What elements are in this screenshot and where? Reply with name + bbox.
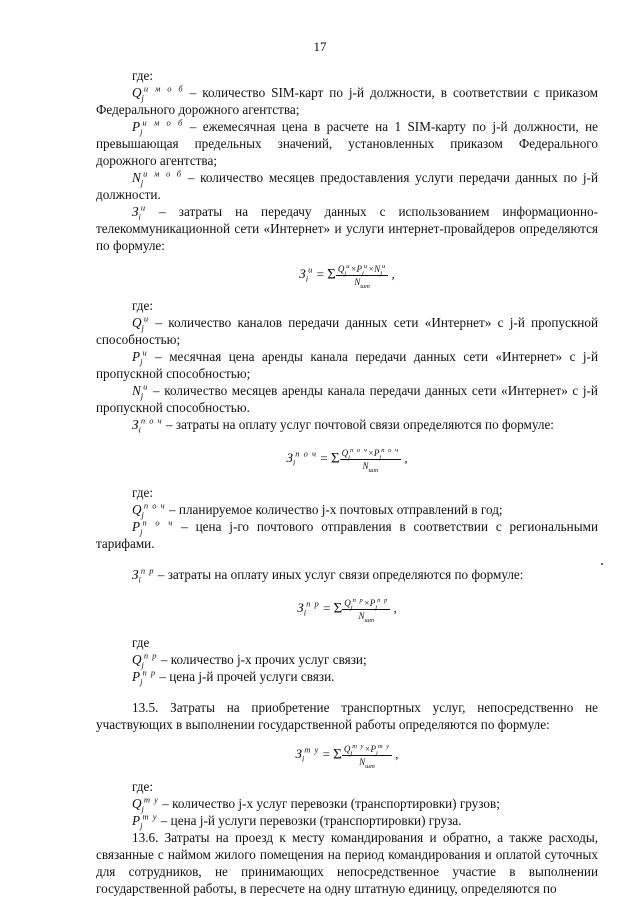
where-label: где bbox=[132, 635, 150, 650]
formula-comma: , bbox=[392, 746, 399, 762]
definition-text: – затраты на передачу данных с использованием информационно-телекоммуникационной сети «Интернет» и услуги интернет-провайдеров определяются по формуле: bbox=[96, 204, 598, 253]
travel-costs-paragraph: 13.6. Затраты на проезд к месту командирования и обратно, а также расходы, связанные с наймом жилого помещения на период командирования и оплатой суточных для сотрудников, не принимающих непосредственное участие в выполнении государственной работы, в пересчете на одну штатную единицу, определяются по bbox=[96, 830, 598, 896]
symbol-superscript: и bbox=[346, 263, 351, 270]
definition-text: – месячная цена аренды канала передачи данных сети «Интернет» с j-й пропускной способностью; bbox=[96, 349, 598, 381]
denominator-subscript: шт bbox=[365, 762, 375, 770]
symbol-subscript: j bbox=[141, 92, 144, 103]
formula-comma: , bbox=[390, 600, 397, 616]
variable-symbol bbox=[132, 517, 174, 537]
denominator-subscript: шт bbox=[368, 466, 379, 474]
symbol-base: Q bbox=[132, 315, 142, 330]
symbol-base: P bbox=[132, 349, 141, 364]
definition-q-other bbox=[96, 651, 598, 668]
denominator-subscript: шт bbox=[364, 616, 375, 624]
symbol-superscript: и м о б bbox=[143, 168, 183, 179]
symbol-subscript: j bbox=[140, 356, 143, 367]
definition-p-postal bbox=[96, 518, 598, 552]
symbol-subscript: j bbox=[350, 603, 353, 611]
variable-symbol bbox=[132, 794, 159, 814]
symbol-superscript: п о ч bbox=[349, 447, 368, 454]
where-label: где: bbox=[132, 779, 153, 794]
scan-speck bbox=[601, 563, 603, 565]
where-label: где: bbox=[132, 298, 153, 313]
symbol-superscript: т у bbox=[377, 743, 391, 750]
symbol-base: Q bbox=[344, 598, 351, 608]
symbol-base: P bbox=[356, 264, 363, 274]
formula-transport bbox=[96, 743, 598, 768]
symbol-base: P bbox=[132, 669, 141, 684]
symbol-superscript: и bbox=[363, 263, 369, 270]
symbol-superscript: п о ч bbox=[295, 449, 318, 460]
symbol-superscript: п р bbox=[142, 667, 157, 678]
symbol-subscript: i bbox=[301, 754, 305, 765]
symbol-superscript: п о ч bbox=[142, 517, 174, 528]
formula-comma: , bbox=[388, 266, 395, 282]
numerator-symbol bbox=[341, 447, 368, 461]
definition-p-other bbox=[96, 668, 598, 685]
formula-equals: = bbox=[317, 450, 331, 466]
formula-equals: = bbox=[319, 746, 334, 762]
fraction-denominator bbox=[342, 756, 392, 768]
fraction-denominator bbox=[340, 460, 401, 472]
variable-symbol bbox=[132, 313, 150, 333]
symbol-base: Q bbox=[337, 264, 345, 274]
symbol-superscript: т у bbox=[352, 743, 365, 750]
symbol-subscript: j bbox=[140, 126, 143, 137]
symbol-base: Q bbox=[132, 652, 142, 667]
definition-q-internet bbox=[96, 314, 598, 348]
symbol-subscript: j bbox=[344, 269, 347, 277]
formula-lhs bbox=[286, 449, 318, 469]
denominator-base: N bbox=[359, 757, 366, 767]
symbol-superscript: и м о б bbox=[143, 83, 184, 94]
symbol-subscript: j bbox=[140, 676, 143, 687]
formula-lhs bbox=[297, 599, 320, 619]
symbol-base: Q bbox=[341, 448, 349, 458]
definition-text: – цена j-й услуги перевозки (транспортировки) груза. bbox=[157, 813, 462, 828]
definition-text: – цена j-й прочей услуги связи. bbox=[156, 669, 335, 684]
denominator-base: N bbox=[358, 611, 365, 621]
multiply-operator: × bbox=[350, 264, 357, 274]
formula-equals: = bbox=[319, 600, 334, 616]
fraction-denominator bbox=[342, 610, 390, 622]
symbol-base: N bbox=[132, 383, 141, 398]
symbol-base: P bbox=[370, 744, 376, 754]
multiply-operator: × bbox=[364, 744, 371, 754]
fraction-numerator bbox=[336, 263, 388, 276]
other-comm-costs-intro bbox=[96, 566, 598, 583]
symbol-superscript: и bbox=[142, 347, 148, 358]
variable-symbol bbox=[132, 117, 184, 137]
fraction-numerator bbox=[340, 447, 401, 460]
symbol-base: P bbox=[132, 519, 141, 534]
symbol-superscript: п р bbox=[143, 650, 158, 661]
symbol-superscript: и bbox=[382, 263, 387, 270]
symbol-superscript: п о ч bbox=[381, 447, 400, 454]
symbol-superscript: и bbox=[143, 313, 150, 324]
where-label: где: bbox=[132, 485, 153, 500]
variable-symbol bbox=[132, 650, 158, 670]
symbol-base: Q bbox=[132, 502, 142, 517]
formula-lhs bbox=[299, 265, 314, 285]
symbol-base: P bbox=[373, 448, 380, 458]
symbol-superscript: п о ч bbox=[143, 500, 166, 511]
denominator-subscript: шт bbox=[360, 282, 370, 290]
sum-sign: Σ bbox=[333, 746, 342, 763]
symbol-subscript: j bbox=[141, 322, 144, 333]
symbol-subscript: j bbox=[140, 820, 143, 831]
definition-text: – цена j-го почтового отправления в соответствии с региональными тарифами. bbox=[96, 519, 598, 551]
denominator-base: N bbox=[362, 461, 369, 471]
symbol-base: З bbox=[297, 600, 304, 616]
symbol-base: З bbox=[132, 417, 139, 432]
definition-text: – количество месяцев предоставления услуги передачи данных по j-й должности. bbox=[96, 170, 598, 202]
definition-q-transport bbox=[96, 795, 598, 812]
definition-n-mob bbox=[96, 169, 598, 203]
formula-fraction bbox=[342, 743, 392, 768]
symbol-subscript: i bbox=[138, 574, 141, 585]
definition-text: – количество каналов передачи данных сети «Интернет» с j-й пропускной способностью; bbox=[96, 315, 598, 347]
definition-q-postal bbox=[96, 501, 598, 518]
symbol-subscript: i bbox=[292, 458, 296, 469]
symbol-subscript: j bbox=[140, 390, 144, 401]
symbol-superscript: п о ч bbox=[140, 415, 163, 426]
variable-symbol bbox=[132, 202, 147, 222]
symbol-base: З bbox=[132, 567, 139, 582]
definition-text: – планируемое количество j-х почтовых отправлений в год; bbox=[165, 502, 503, 517]
symbol-subscript: j bbox=[140, 526, 143, 537]
symbol-subscript: i bbox=[305, 274, 309, 285]
numerator-symbol bbox=[373, 447, 400, 461]
numerator-symbol bbox=[374, 263, 387, 277]
variable-symbol bbox=[132, 415, 163, 435]
denominator-base: N bbox=[354, 277, 361, 287]
where-label: где: bbox=[132, 68, 153, 83]
sum-sign: Σ bbox=[330, 450, 340, 467]
symbol-superscript: и м о б bbox=[142, 117, 184, 128]
numerator-symbol bbox=[343, 743, 365, 757]
symbol-base: P bbox=[132, 813, 141, 828]
fraction-numerator bbox=[342, 597, 390, 610]
symbol-base: P bbox=[369, 598, 376, 608]
fraction-numerator bbox=[342, 743, 392, 756]
variable-symbol bbox=[132, 381, 149, 401]
multiply-operator: × bbox=[368, 264, 375, 274]
symbol-base: N bbox=[132, 170, 141, 185]
symbol-superscript: и bbox=[143, 381, 149, 392]
formula-comma: , bbox=[401, 450, 408, 466]
numerator-symbol bbox=[344, 597, 364, 611]
definition-text: – количество SIM-карт по j-й должности, в соответствии с приказом Федерального дорожного агентства; bbox=[96, 85, 599, 117]
symbol-subscript: j bbox=[375, 603, 378, 611]
internet-costs-intro bbox=[96, 203, 598, 254]
variable-symbol bbox=[132, 811, 158, 831]
formula-internet bbox=[96, 263, 598, 288]
definition-q-mob bbox=[96, 84, 598, 118]
fraction-denominator bbox=[336, 276, 388, 288]
variable-symbol bbox=[132, 565, 155, 585]
variable-symbol bbox=[132, 347, 148, 367]
formula-lhs bbox=[295, 745, 320, 765]
symbol-superscript: п р bbox=[140, 565, 155, 576]
multiply-operator: × bbox=[367, 448, 374, 458]
definition-text: – количество j-х прочих услуг связи; bbox=[157, 652, 367, 667]
definition-text: – количество месяцев аренды канала передачи данных сети «Интернет» с j-й пропускной способностью. bbox=[96, 383, 598, 415]
symbol-subscript: j bbox=[376, 749, 378, 757]
formula-fraction bbox=[342, 597, 390, 622]
symbol-superscript: и bbox=[140, 202, 147, 213]
symbol-base: Q bbox=[132, 796, 142, 811]
definition-p-mob bbox=[96, 118, 598, 169]
multiply-operator: × bbox=[363, 598, 370, 608]
postal-costs-intro bbox=[96, 416, 598, 433]
symbol-superscript: п р bbox=[352, 597, 364, 604]
symbol-subscript: i bbox=[138, 211, 141, 222]
symbol-subscript: j bbox=[348, 453, 350, 461]
formula-other-comm bbox=[96, 597, 598, 622]
numerator-symbol bbox=[370, 743, 391, 757]
symbol-subscript: j bbox=[379, 453, 382, 461]
definition-text: – ежемесячная цена в расчете на 1 SIM-карту по j-й должности, не превышающая предельных значений, установленных приказом Федерального дорожного агентства; bbox=[96, 119, 598, 168]
definition-text: – количество j-х услуг перевозки (транспортировки) грузов; bbox=[158, 796, 500, 811]
symbol-superscript: п р bbox=[306, 599, 320, 610]
symbol-subscript: i bbox=[303, 608, 307, 619]
variable-symbol bbox=[132, 83, 184, 103]
symbol-base: Q bbox=[343, 744, 351, 754]
symbol-subscript: j bbox=[141, 659, 144, 670]
symbol-base: N bbox=[374, 264, 381, 274]
symbol-subscript: j bbox=[140, 177, 144, 188]
formula-postal bbox=[96, 447, 598, 472]
symbol-superscript: п р bbox=[377, 597, 389, 604]
symbol-superscript: т у bbox=[142, 811, 158, 822]
symbol-subscript: j bbox=[141, 803, 144, 814]
symbol-subscript: j bbox=[350, 749, 353, 757]
document-body bbox=[96, 67, 598, 897]
variable-symbol bbox=[132, 500, 166, 520]
symbol-subscript: j bbox=[362, 269, 364, 277]
sum-sign: Σ bbox=[333, 600, 343, 617]
definition-p-internet bbox=[96, 348, 598, 382]
definition-text: – затраты на оплату иных услуг связи определяются по формуле: bbox=[154, 567, 524, 582]
symbol-base: З bbox=[286, 450, 293, 466]
symbol-subscript: j bbox=[141, 509, 144, 520]
definition-text: – затраты на оплату услуг почтовой связи определяются по формуле: bbox=[162, 417, 554, 432]
symbol-superscript: и bbox=[308, 265, 314, 276]
page-number: 17 bbox=[313, 39, 327, 54]
symbol-base: З bbox=[299, 266, 306, 282]
variable-symbol bbox=[132, 168, 183, 188]
numerator-symbol bbox=[369, 597, 389, 611]
symbol-base: З bbox=[132, 204, 139, 219]
definition-n-internet bbox=[96, 382, 598, 416]
sum-sign: Σ bbox=[327, 266, 336, 283]
symbol-base: З bbox=[295, 746, 302, 762]
symbol-superscript: т у bbox=[143, 794, 159, 805]
formula-equals: = bbox=[313, 266, 328, 282]
formula-fraction bbox=[336, 263, 388, 288]
formula-fraction bbox=[340, 447, 401, 472]
definition-p-transport bbox=[96, 812, 598, 829]
symbol-base: Q bbox=[132, 85, 142, 100]
symbol-base: P bbox=[132, 119, 141, 134]
symbol-subscript: i bbox=[138, 424, 141, 435]
numerator-symbol bbox=[356, 263, 369, 277]
symbol-subscript: j bbox=[380, 269, 382, 277]
numerator-symbol bbox=[337, 263, 351, 277]
transport-costs-intro: 13.5. Затраты на приобретение транспортных услуг, непосредственно не участвующих в выполнении государственной работы определяются по формуле: bbox=[96, 700, 598, 732]
variable-symbol bbox=[132, 667, 157, 687]
symbol-superscript: т у bbox=[304, 745, 320, 756]
